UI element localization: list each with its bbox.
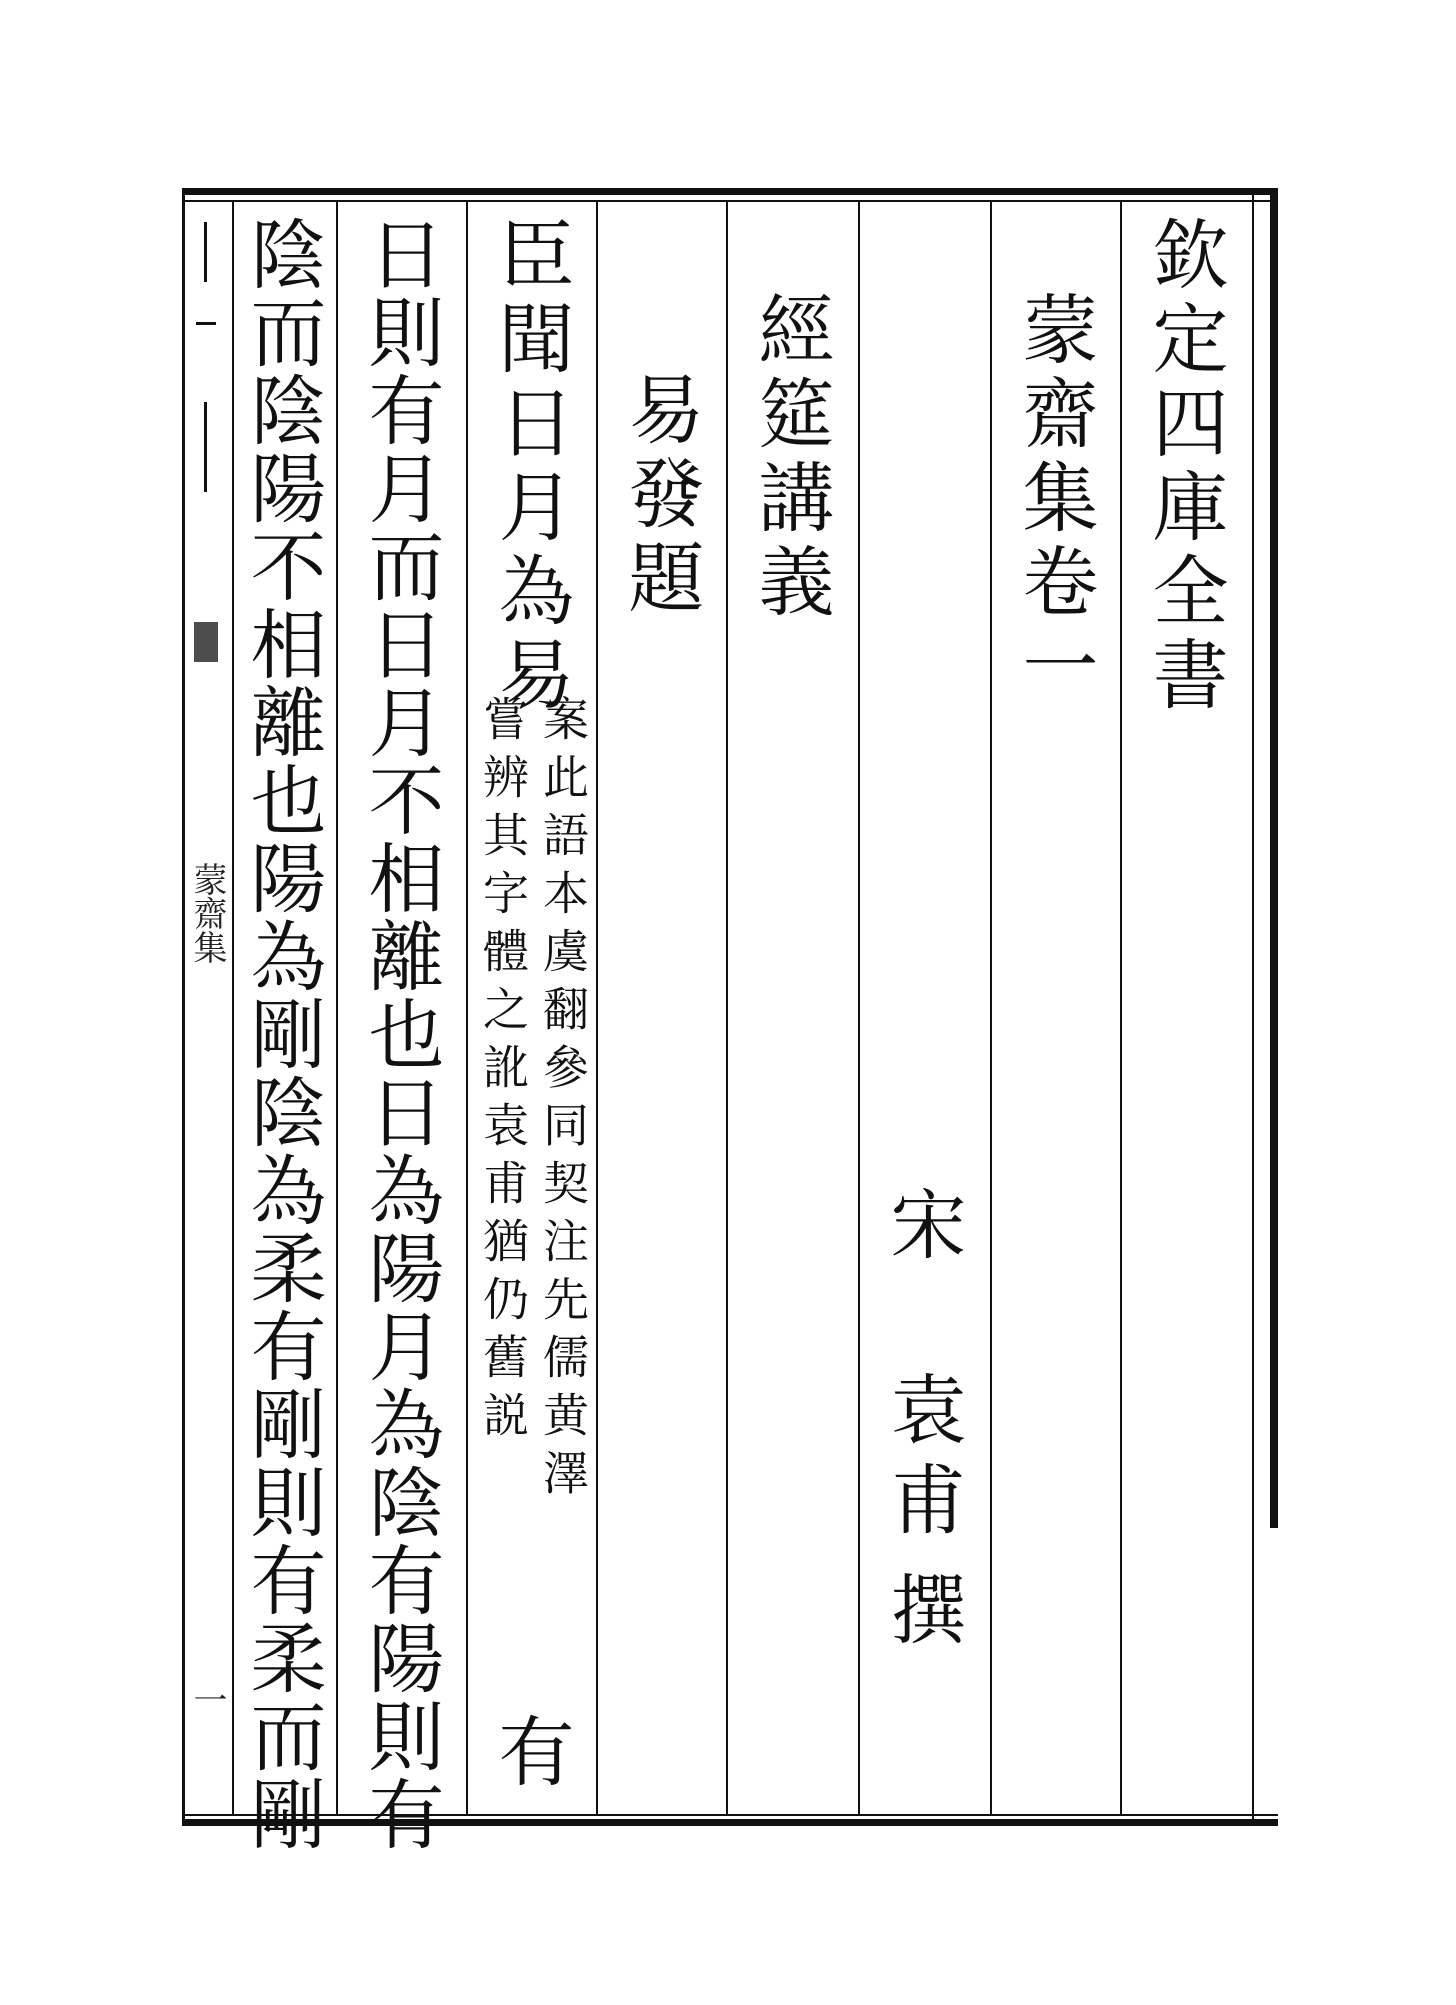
volume-title: 蒙齋集卷一 [1010,290,1099,710]
fishtail-mark [204,402,207,492]
page-frame [182,188,1278,1826]
column-divider [990,202,992,1814]
margin-book-title: 蒙齋集 [187,862,227,964]
bottom-double-rule [182,1814,1278,1816]
body-text-line: 日則有月而日月不相離也日為陽月為陰有陽則有 [356,215,445,1853]
section-title: 經筵講義 [746,290,835,626]
column-divider [596,202,598,1814]
author-dynasty: 宋 [878,1185,967,1269]
fishtail-mark [194,622,218,662]
column-divider [858,202,860,1814]
top-double-rule [182,200,1278,202]
margin-page-number: 一 [187,1682,227,1716]
binding-margin [182,202,232,1814]
column-divider [726,202,728,1814]
fishtail-mark [196,322,216,325]
column-divider [1120,202,1122,1814]
column-divider [466,202,468,1814]
column-divider [232,202,234,1814]
body-text-tail: 有 [486,1712,575,1796]
subsection-title: 易發題 [616,370,705,622]
body-text-line: 陰而陰陽不相離也陽為剛陰為柔有剛則有柔而剛 [238,215,327,1853]
body-text-line: 臣聞日月為易 [486,215,575,719]
fishtail-mark [204,222,207,282]
annotation-note-left: 嘗辨其字體之訛袁甫猶仍舊説 [476,695,530,1449]
author-name: 袁甫 [878,1370,967,1550]
frame-right-border [1252,188,1254,1826]
annotation-note-right: 案此語本虞翻參同契注先儒黄澤 [536,695,590,1507]
column-divider [336,202,338,1814]
author-action: 撰 [878,1570,967,1654]
collection-title: 欽定四庫全書 [1140,215,1229,719]
frame-right-thick-border [1270,188,1278,1528]
